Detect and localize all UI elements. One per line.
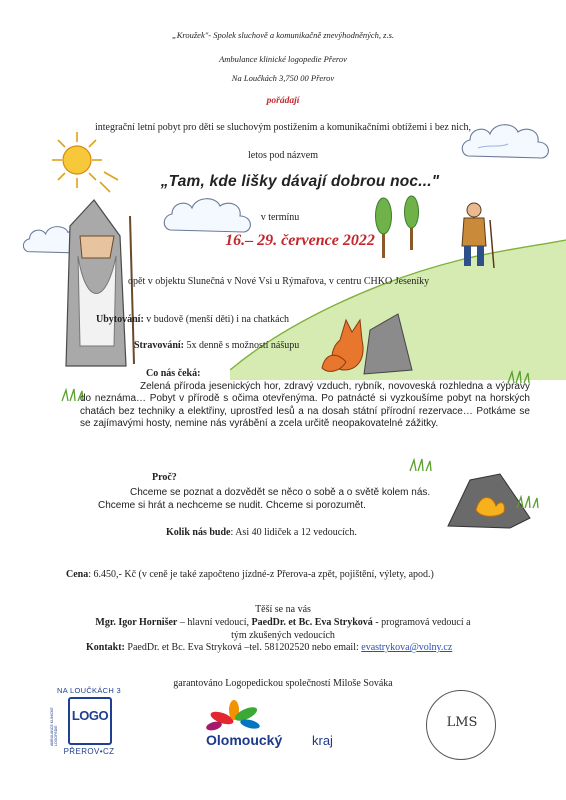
contact-line — [86, 642, 452, 654]
lodging-line — [96, 314, 289, 326]
leader-name: Mgr. Igor Horniš​er — [95, 617, 178, 628]
lms-logo-text: LMS — [446, 715, 478, 730]
hiker-icon — [450, 200, 500, 272]
logo-left-mark: LOGO — [71, 708, 109, 723]
address-line: Na Loučkách 3,750 00 Přerov — [231, 73, 335, 83]
contact-email-link[interactable]: evastrykova@volny.cz — [361, 642, 453, 653]
guarantee-line: garantováno Logopedickou společností Miloše Sováka — [173, 678, 393, 689]
org-line: „Kroužek"- Spolek sluchově a komunikačně znevýhodněných, z.s. — [171, 30, 395, 40]
intro-line-2: letos pod názvem — [248, 150, 318, 161]
term-label: v termínu — [260, 212, 300, 223]
team-line-2: tým zkušených vedoucích — [231, 630, 335, 641]
meals-text: 5x denně s možností nášupu — [184, 340, 300, 351]
intro-line-1: integrační letní pobyt pro děti se sluchovým postižením a komunikačními obtížemi i bez nich, — [94, 122, 472, 133]
clinic-line: Ambulance klinické logopedie Přerov — [219, 54, 347, 64]
program-leader-name: PaedDr. et Bc. Eva Stryková — [251, 617, 373, 628]
olomoucky-text: Olomoucký — [206, 732, 283, 748]
who-text: : Asi 40 lidiček a 12 vedoucích. — [230, 527, 357, 538]
who-line — [166, 527, 357, 539]
why-line-2: Chceme si hrát a nechceme se nudit. Chceme si porozumět. — [98, 500, 366, 511]
why-label: Proč? — [152, 472, 177, 483]
what-awaits-text: Zelená příroda jesenických hor, zdravý vzduch, rybník, novoveská rozhledna a výpravy do neznáma… Pobyt v přírodě s očima otevřenýma. Po patnácté si vyzkoušíme pobyt na horských chatách bez techniky a elektřiny, uprostřed lesů a na dosah státní přírodní rezervace… Potkáme se se zajímavými hosty, nemine nás vyrábění a zcela určitě neopakovatelné zážitky. — [80, 381, 530, 430]
why-line-1: Chceme se poznat a dozvědět se něco o sobě a o světě kolem nás. — [130, 487, 431, 498]
contact-text: PaedDr. et Bc. Eva Stryková –tel. 581202520 nebo email: — [124, 642, 362, 653]
olomoucky-flower-icon — [200, 700, 270, 736]
lodging-label: Ubytování: — [96, 314, 144, 325]
logo-left-side-text: AMBULANCE KLINICKÉ LOGOPEDIE — [50, 707, 58, 746]
grass-icon-2 — [406, 458, 436, 472]
contact-label: Kontakt: — [86, 642, 125, 653]
what-awaits-label: Co nás čeká: — [146, 368, 201, 379]
logo-left — [46, 686, 132, 766]
lms-logo — [426, 690, 496, 760]
price-label: Cena — [66, 569, 89, 580]
event-title: „Tam, kde lišky dávají dobrou noc..." — [160, 173, 440, 190]
lodging-text: v budově (menší děti) i na chatkách — [143, 314, 290, 325]
meals-line — [134, 340, 299, 352]
event-date: 16.– 29. července 2022 — [225, 232, 375, 249]
price-line — [66, 569, 434, 581]
program-leader-role: - programová vedoucí a — [372, 617, 471, 628]
meals-label: Stravování: — [134, 340, 184, 351]
who-label: Kolik nás bude — [166, 527, 231, 538]
event-location: opět v objektu Slunečná v Nové Vsi u Rýmařova, v centru CHKO Jeseníky — [128, 276, 430, 287]
grass-icon-3 — [515, 495, 541, 509]
logo-left-bottom-text: PŘEROV•CZ — [63, 747, 115, 756]
leader-role: – hlavní vedoucí, — [177, 617, 252, 628]
team-greeting: Těší se na vás — [255, 604, 311, 615]
organize-word: pořádají — [266, 96, 300, 106]
fox-icon — [320, 310, 416, 380]
team-line-main — [0, 617, 566, 629]
price-text: : 6.450,- Kč (v ceně je také započteno jízdné-z Přerova-a zpět, pojištění, výlety, apod.) — [88, 569, 434, 580]
kraj-text: kraj — [312, 733, 333, 748]
logo-left-top-text: NA LOUČKÁCH 3 — [57, 686, 121, 695]
